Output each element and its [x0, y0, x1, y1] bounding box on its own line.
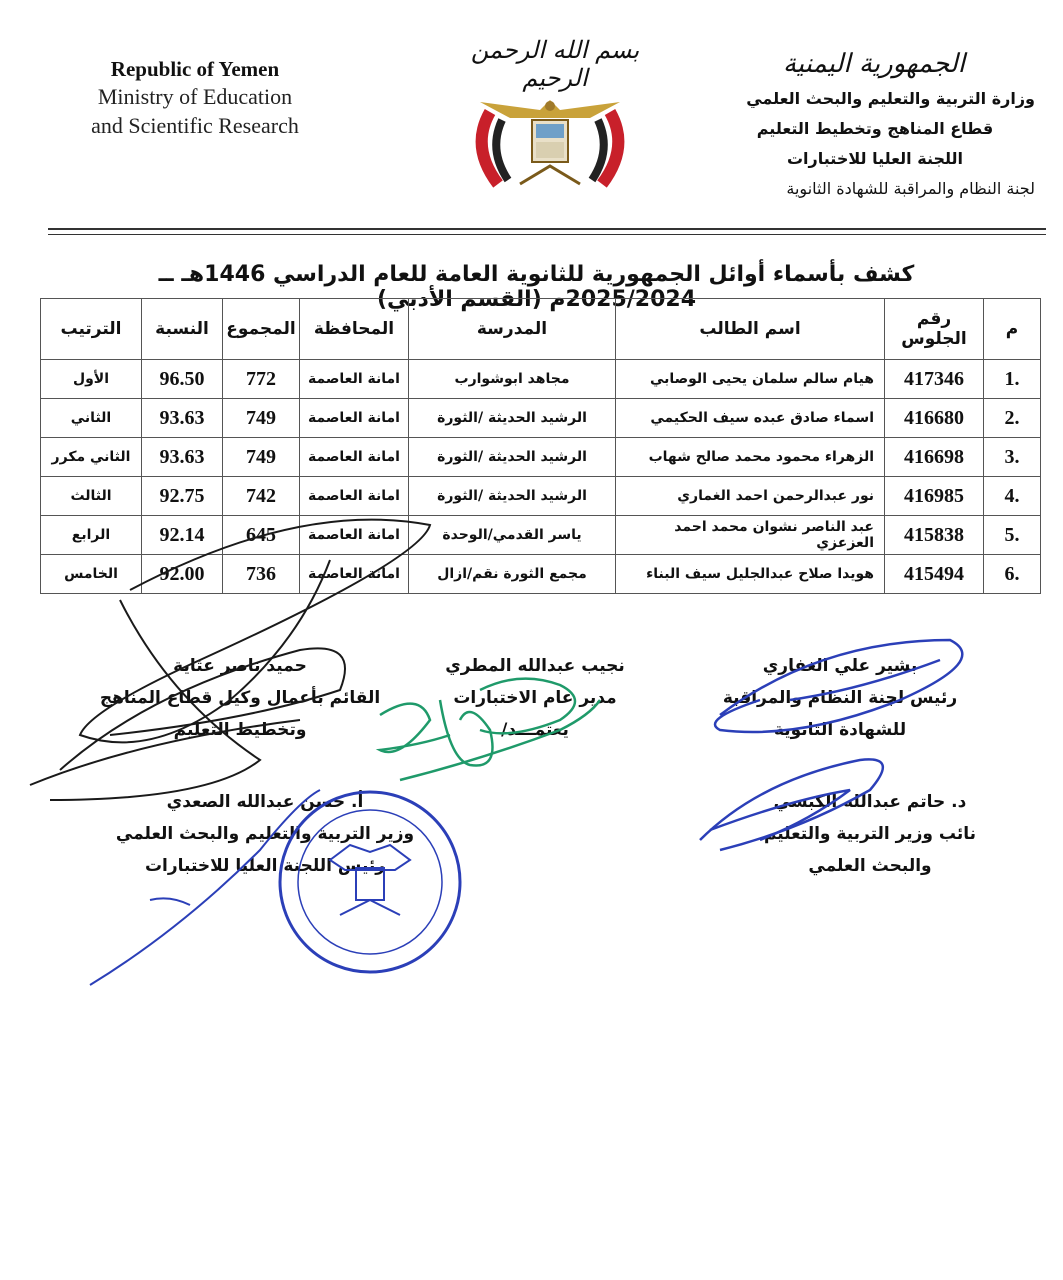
cell-rank: الخامس	[41, 555, 142, 594]
header-name: اسم الطالب	[616, 299, 885, 360]
signature-middle	[420, 650, 650, 746]
cell-total: 749	[223, 438, 300, 477]
cell-governorate: امانة العاصمة	[300, 477, 409, 516]
cell-governorate: امانة العاصمة	[300, 399, 409, 438]
table-row	[41, 399, 1041, 438]
cell-name: اسماء صادق عبده سيف الحكيمي	[616, 399, 885, 438]
cell-percent: 93.63	[142, 399, 223, 438]
cell-rank: الرابع	[41, 516, 142, 555]
header-rank: الترتيب	[41, 299, 142, 360]
cell-total: 742	[223, 477, 300, 516]
header-seat: رقم الجلوس	[885, 299, 984, 360]
table-header-row	[41, 299, 1041, 360]
cell-percent: 92.00	[142, 555, 223, 594]
table-row	[41, 438, 1041, 477]
cell-school: الرشيد الحديثة /الثورة	[409, 399, 616, 438]
signature-left	[70, 650, 410, 746]
cell-governorate: امانة العاصمة	[300, 360, 409, 399]
cell-seat: 417346	[885, 360, 984, 399]
cell-governorate: امانة العاصمة	[300, 555, 409, 594]
cell-total: 736	[223, 555, 300, 594]
cell-seat: 415494	[885, 555, 984, 594]
cell-total: 772	[223, 360, 300, 399]
header-divider	[48, 228, 1046, 230]
signature-bottom-right	[740, 786, 1000, 882]
signer-name: د. حاتم عبدالله الكبسي	[773, 792, 967, 812]
cell-school: مجمع الثورة نقم/ازال	[409, 555, 616, 594]
table-row	[41, 516, 1041, 555]
ministry-en-line2: and Scientific Research	[91, 113, 299, 138]
approve-label: يعتمـــد/	[501, 720, 569, 740]
cell-school: مجاهد ابوشوارب	[409, 360, 616, 399]
cell-m: .1	[984, 360, 1041, 399]
cell-rank: الثاني مكرر	[41, 438, 142, 477]
ministry-ar: وزارة التربية والتعليم والبحث العلمي	[746, 89, 1035, 108]
signature-right	[710, 650, 970, 746]
signer-title: رئيس اللجنة العليا للاختبارات	[144, 856, 386, 876]
cell-percent: 93.63	[142, 438, 223, 477]
basmala: بسم الله الرحمن الرحيم	[470, 36, 640, 92]
cell-m: .2	[984, 399, 1041, 438]
cell-name: نور عبدالرحمن احمد الغماري	[616, 477, 885, 516]
header-m: م	[984, 299, 1041, 360]
results-table	[40, 298, 1041, 594]
sub-committee-ar: لجنة النظام والمراقبة للشهادة الثانوية	[786, 179, 1035, 198]
cell-name: هويدا صلاح عبدالجليل سيف البناء	[616, 555, 885, 594]
signer-title: رئيس لجنة النظام والمراقبة	[722, 688, 958, 708]
cell-rank: الثالث	[41, 477, 142, 516]
sector-ar: قطاع المناهج وتخطيط التعليم	[756, 119, 994, 138]
signer-title: مدير عام الاختبارات	[453, 688, 617, 708]
cell-school: الرشيد الحديثة /الثورة	[409, 477, 616, 516]
cell-school: الرشيد الحديثة /الثورة	[409, 438, 616, 477]
signer-name: أ. حسن عبدالله الصعدي	[166, 792, 364, 812]
cell-seat: 416680	[885, 399, 984, 438]
cell-governorate: امانة العاصمة	[300, 438, 409, 477]
cell-total: 749	[223, 399, 300, 438]
ministry-en-line1: Ministry of Education	[97, 84, 293, 109]
signer-name: حميد ناصر عثاية	[173, 656, 307, 676]
cell-name: عبد الناصر نشوان محمد احمد العزعزي	[616, 516, 885, 555]
header-percent: النسبة	[142, 299, 223, 360]
cell-rank: الأول	[41, 360, 142, 399]
yemen-emblem-icon	[470, 92, 630, 192]
signer-title: للشهادة الثانوية	[773, 720, 907, 740]
cell-m: .5	[984, 516, 1041, 555]
signer-title: القائم بأعمال وكيل قطاع المناهج	[99, 688, 381, 708]
table-row	[41, 555, 1041, 594]
table-row	[41, 477, 1041, 516]
cell-school: ياسر القدمي/الوحدة	[409, 516, 616, 555]
english-header	[60, 56, 330, 140]
cell-m: .4	[984, 477, 1041, 516]
header-governorate: المحافظة	[300, 299, 409, 360]
signer-name: نجيب عبدالله المطري	[445, 656, 625, 676]
signer-title: وتخطيط التعليم	[173, 720, 307, 740]
header-divider-thin	[48, 234, 1046, 235]
cell-seat: 415838	[885, 516, 984, 555]
cell-rank: الثاني	[41, 399, 142, 438]
header-total: المجموع	[223, 299, 300, 360]
cell-m: .6	[984, 555, 1041, 594]
cell-seat: 416698	[885, 438, 984, 477]
document-title: كشف بأسماء أوائل الجمهورية للثانوية العامة للعام الدراسي 1446هـ ــ 2025/2024م (القسم الأدبي)	[158, 262, 915, 312]
committee-ar: اللجنة العليا للاختبارات	[786, 149, 964, 168]
cell-percent: 96.50	[142, 360, 223, 399]
signer-title: والبحث العلمي	[808, 856, 932, 876]
cell-m: .3	[984, 438, 1041, 477]
header-school: المدرسة	[409, 299, 616, 360]
table-row	[41, 360, 1041, 399]
cell-governorate: امانة العاصمة	[300, 516, 409, 555]
country-en: Republic of Yemen	[110, 57, 280, 81]
signer-title: وزير التربية والتعليم والبحث العلمي	[115, 824, 415, 844]
cell-seat: 416985	[885, 477, 984, 516]
cell-total: 645	[223, 516, 300, 555]
signer-title: نائب وزير التربية والتعليم	[763, 824, 977, 844]
signer-name: بشير علي الغفاري	[762, 656, 918, 676]
cell-name: الزهراء محمود محمد صالح شهاب	[616, 438, 885, 477]
cell-percent: 92.14	[142, 516, 223, 555]
cell-percent: 92.75	[142, 477, 223, 516]
signature-bottom-left	[90, 786, 440, 882]
cell-name: هيام سالم سلمان يحيى الوصابي	[616, 360, 885, 399]
country-ar: الجمهورية اليمنية	[782, 49, 965, 79]
arabic-header	[715, 44, 1035, 204]
